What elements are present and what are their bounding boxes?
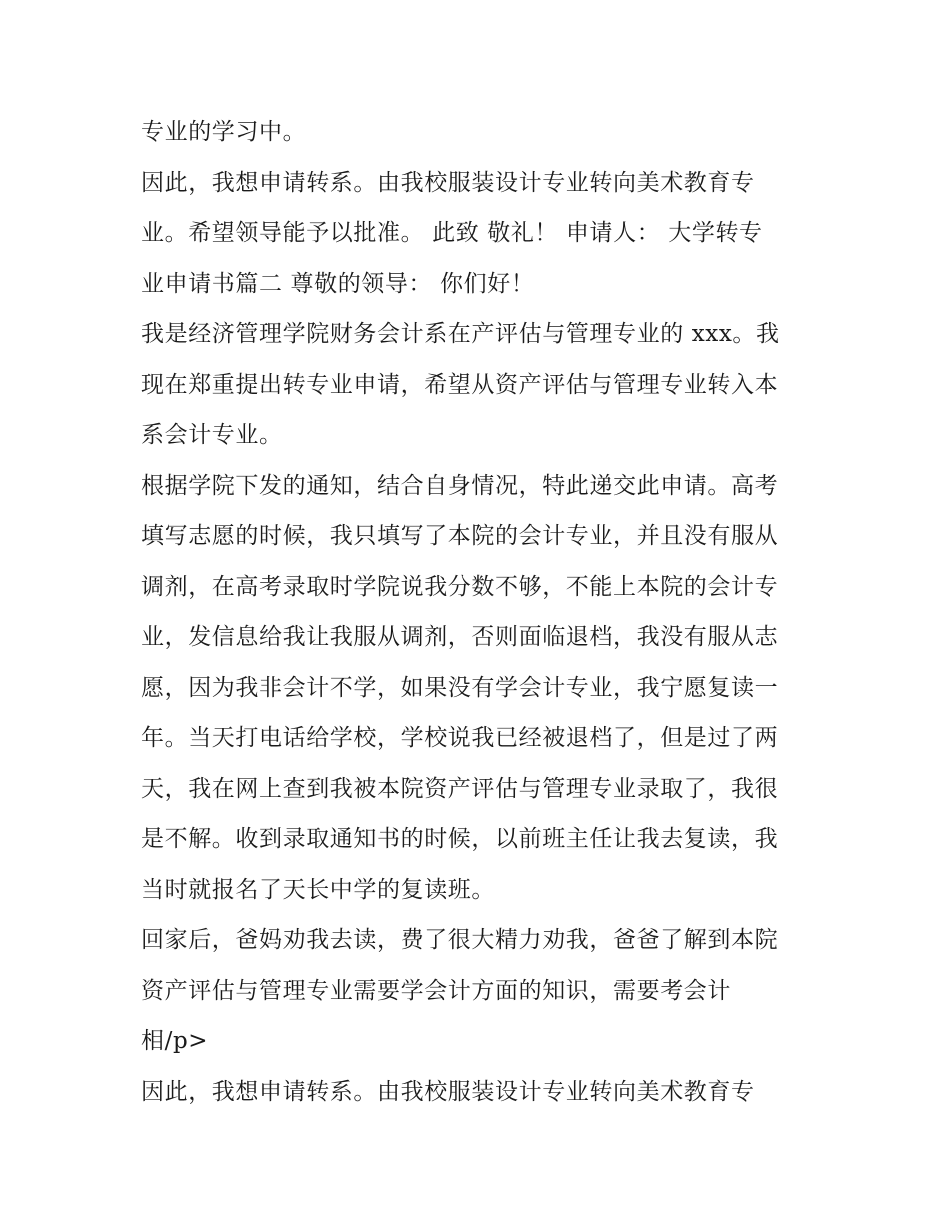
text-line: 因此，我想申请转系。由我校服装设计专业转向美术教育专 bbox=[141, 169, 755, 196]
text-line: 天，我在网上查到我被本院资产评估与管理专业录取了，我很 bbox=[141, 775, 779, 802]
text-line: 填写志愿的时候，我只填写了本院的会计专业，并且没有服从 bbox=[141, 523, 779, 549]
text-line: 根据学院下发的通知，结合自身情况，特此递交此申请。高考 bbox=[141, 472, 779, 499]
text-line: 调剂，在高考录取时学院说我分数不够，不能上本院的会计专 bbox=[141, 573, 779, 600]
text-line: 相/p> bbox=[141, 1028, 209, 1054]
text-line: 资产评估与管理专业需要学会计方面的知识，需要考会计 bbox=[141, 977, 731, 1004]
text-line: 回家后，爸妈劝我去读，费了很大精力劝我，爸爸了解到本院 bbox=[141, 927, 779, 953]
text-line: 我是经济管理学院财务会计系在产评估与管理专业的 xxx。我 bbox=[141, 321, 780, 347]
text-line: 业，发信息给我让我服从调剂，否则面临退档，我没有服从志 bbox=[141, 624, 779, 650]
text-line: 年。当天打电话给学校，学校说我已经被退档了，但是过了两 bbox=[141, 725, 779, 751]
text-line: 业。希望领导能予以批准。 此致 敬礼！ 申请人： 大学转专 bbox=[141, 220, 763, 246]
text-line: 系会计专业。 bbox=[141, 422, 283, 448]
text-line: 业申请书篇二 尊敬的领导： 你们好！ bbox=[141, 270, 535, 297]
text-line: 愿，因为我非会计不学，如果没有学会计专业，我宁愿复读一 bbox=[141, 674, 779, 701]
text-line: 是不解。收到录取通知书的时候，以前班主任让我去复读，我 bbox=[141, 826, 779, 852]
text-line: 现在郑重提出转专业申请，希望从资产评估与管理专业转入本 bbox=[141, 371, 779, 398]
text-line: 当时就报名了天长中学的复读班。 bbox=[141, 876, 495, 903]
text-line: 因此，我想申请转系。由我校服装设计专业转向美术教育专 bbox=[141, 1078, 755, 1105]
document-body bbox=[141, 107, 821, 1117]
text-line: 专业的学习中。 bbox=[141, 119, 307, 145]
